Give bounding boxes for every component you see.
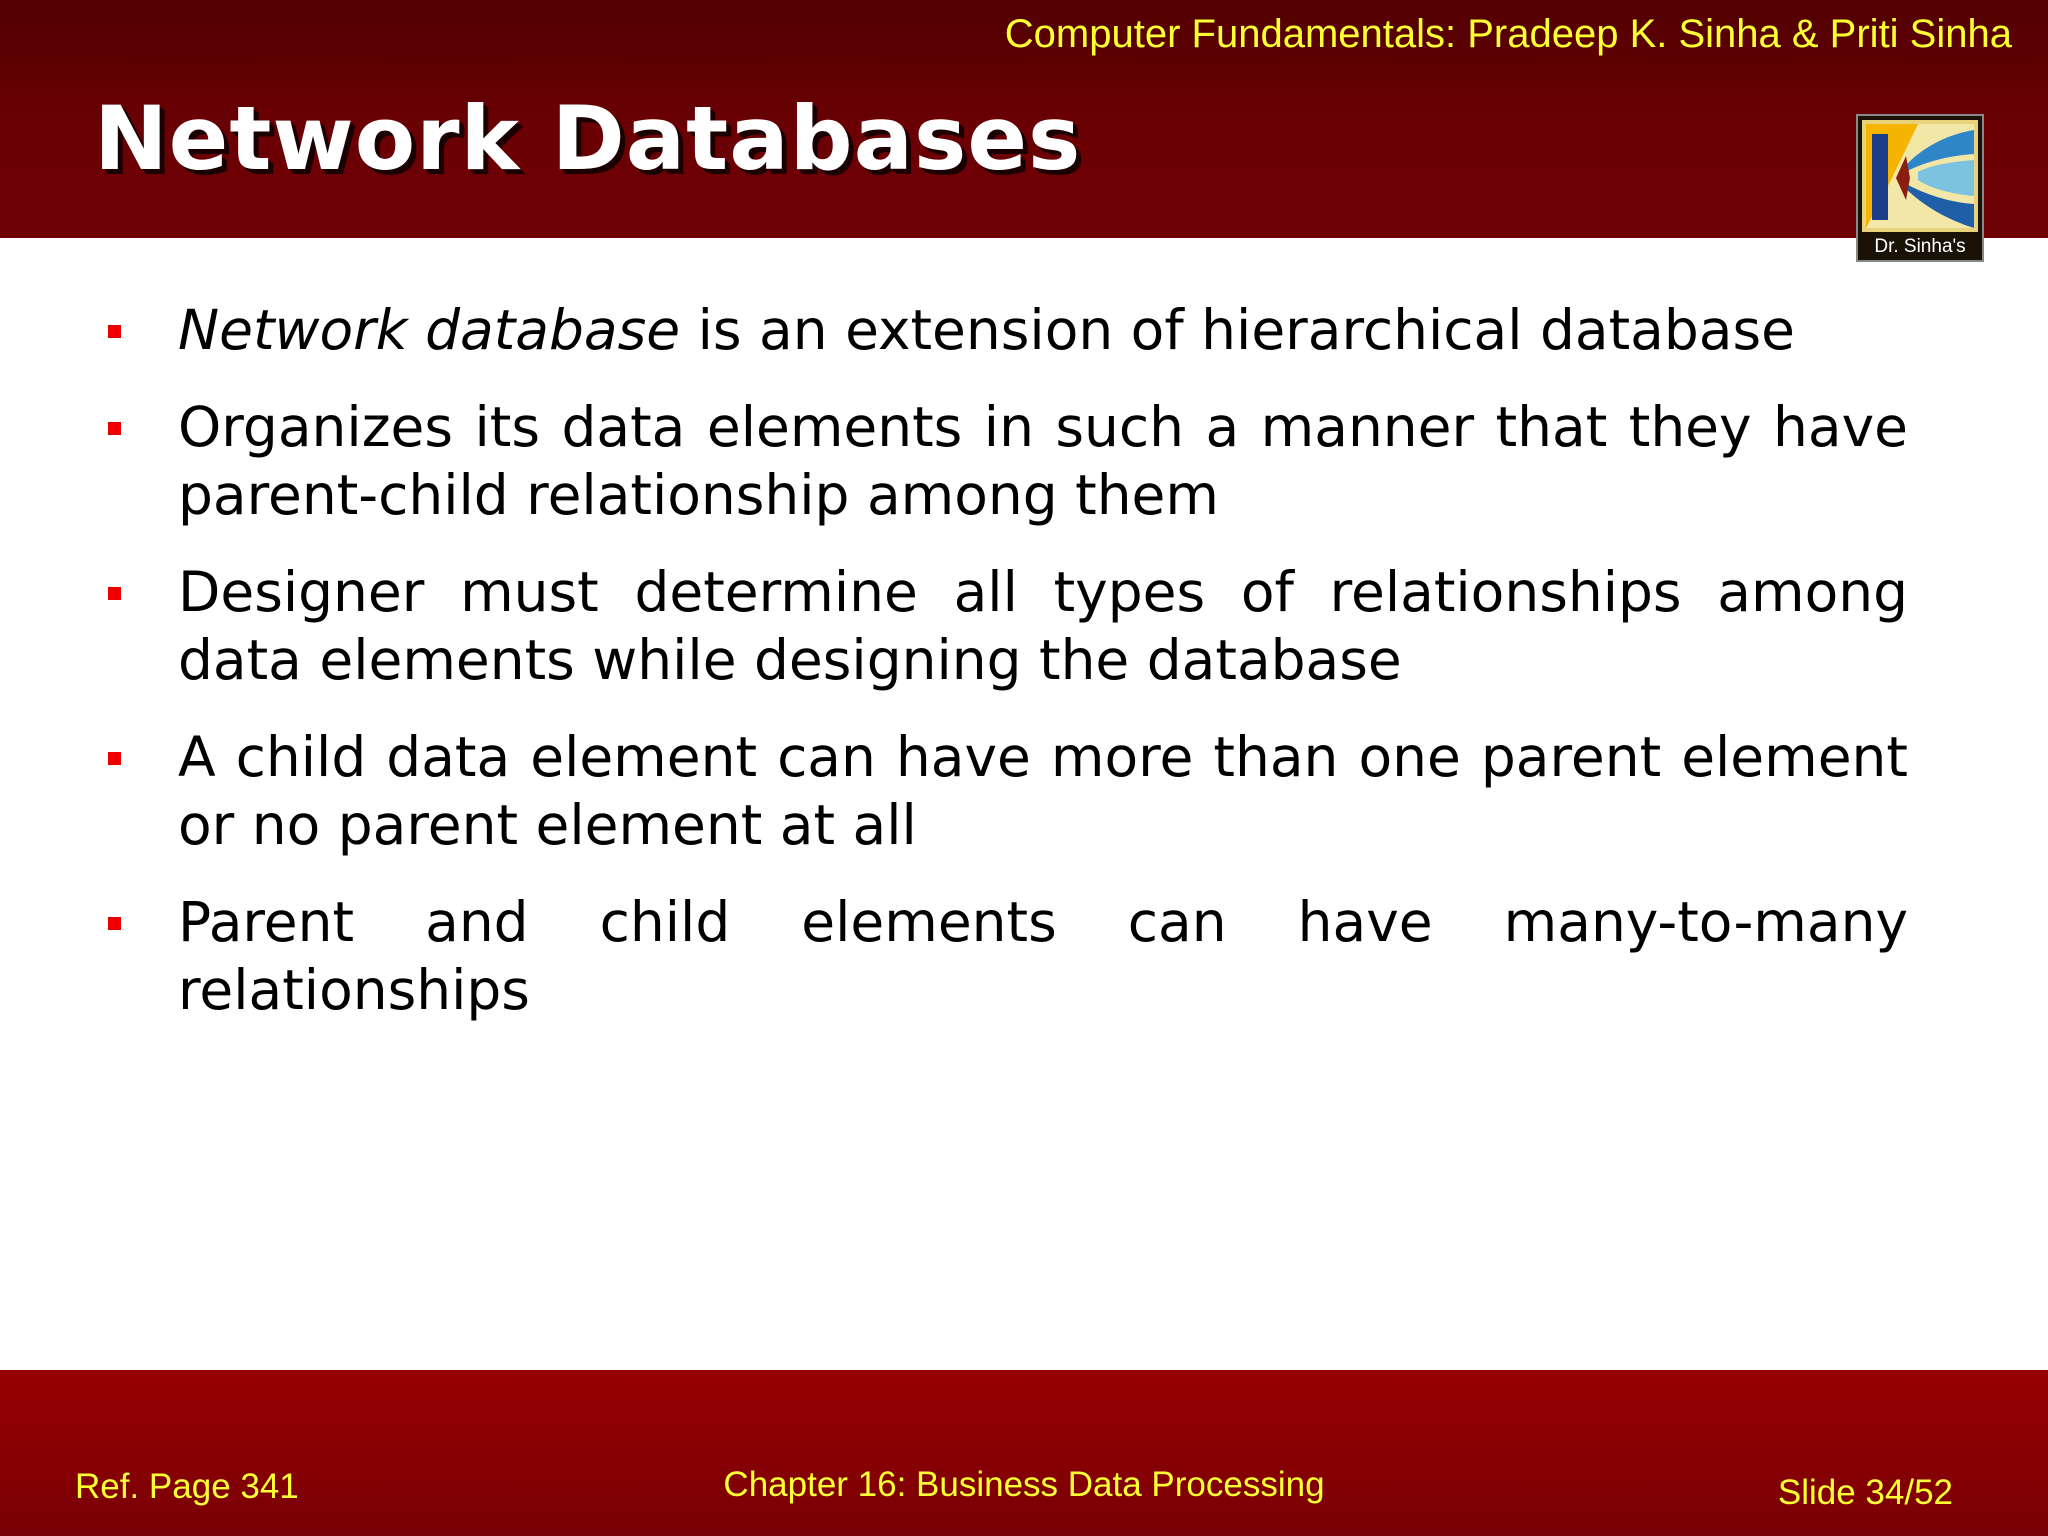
bullet-item [104,296,1908,364]
slide-number: Slide 34/52 [1777,1473,1953,1512]
bullet-emphasis: Network database [178,298,681,362]
bullet-item [104,723,1908,859]
bullet-list [104,296,1908,1053]
bullet-text: Parent and child elements can have many-to-many relationships [178,890,1908,1022]
bullet-item [104,888,1908,1024]
slide-header [0,0,2048,238]
bullet-text: Organizes its data elements in such a manner that they have parent-child relationship among them [178,395,1908,527]
bullet-item [104,393,1908,529]
slide-footer [0,1370,2048,1536]
logo-emblem-icon [1858,116,1982,236]
bullet-marker-icon [108,587,121,600]
bullet-marker-icon [108,917,121,930]
slide-title: Network Databases [94,87,1082,190]
bullet-item [104,558,1908,694]
logo-label: Dr. Sinha's [1874,236,1966,257]
bullet-text: Designer must determine all types of relationships among data elements while designing the database [178,560,1908,692]
bullet-text: is an extension of hierarchical database [680,298,1795,362]
book-credit: Computer Fundamentals: Pradeep K. Sinha & Priti Sinha [1004,12,2012,56]
bullet-marker-icon [108,325,121,338]
ref-page: Ref. Page 341 [75,1467,299,1506]
chapter-title: Chapter 16: Business Data Processing [723,1465,1325,1504]
dr-sinha-logo [1856,114,1984,262]
bullet-marker-icon [108,422,121,435]
bullet-marker-icon [108,752,121,765]
bullet-text: A child data element can have more than one parent element or no parent element at all [178,725,1908,857]
